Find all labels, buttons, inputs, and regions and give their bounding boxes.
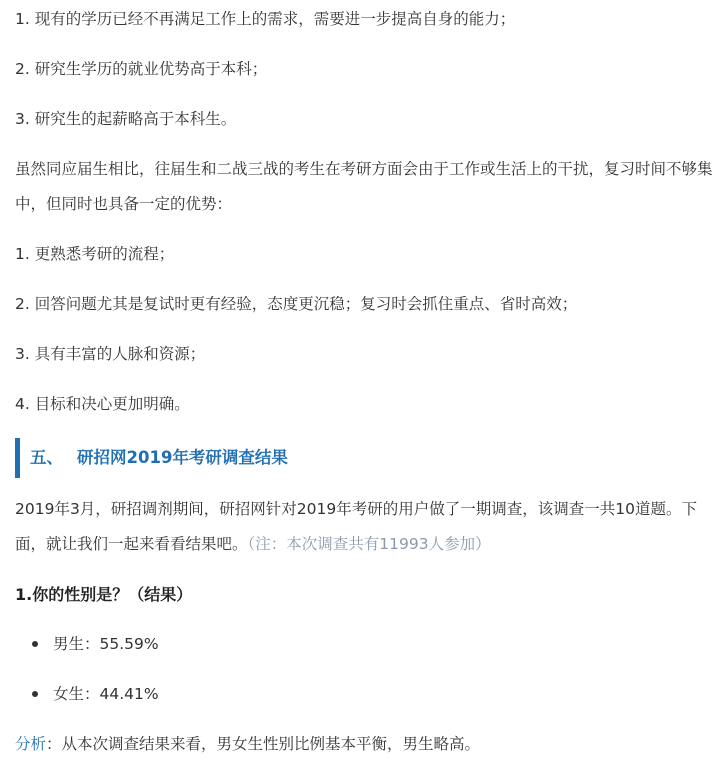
- answer-text: 男生：55.59%: [53, 635, 159, 653]
- analysis-label: 分析: [15, 735, 47, 753]
- advantage-item-2: 2. 回答问题尤其是复试时更有经验，态度更沉稳；复习时会抓住重点、省时高效；: [15, 295, 578, 313]
- answer-item-male: [15, 627, 715, 662]
- answer-text: 女生：44.41%: [53, 685, 159, 703]
- section-number: 五、: [30, 448, 63, 467]
- section-heading: [15, 438, 715, 478]
- advantage-item-1: 1. 更熟悉考研的流程；: [15, 245, 175, 263]
- advantage-item-3: 3. 具有丰富的人脉和资源；: [15, 345, 206, 363]
- survey-intro-text: 2019年3月，研招调剂期间，研招网针对2019年考研的用户做了一期调查，该调查一共10道题。下面，就让我们一起来看看结果吧。: [15, 500, 697, 553]
- intro-item-2: 2. 研究生学历的就业优势高于本科；: [15, 60, 268, 78]
- article-content: [15, 0, 715, 762]
- survey-note: （注：本次调查共有11993人参加）: [247, 535, 491, 553]
- question-title: 1.你的性别是？（结果）: [15, 585, 193, 604]
- analysis-text: ：从本次调查结果来看，男女生性别比例基本平衡，男生略高。: [46, 735, 481, 753]
- advantage-paragraph: 虽然同应届生相比，往届生和二战三战的考生在考研方面会由于工作或生活上的干扰，复习时间不够集中，但同时也具备一定的优势：: [15, 160, 713, 213]
- answer-item-female: [15, 677, 715, 712]
- intro-item-1: 1. 现有的学历已经不再满足工作上的需求，需要进一步提高自身的能力；: [15, 10, 516, 28]
- section-title: 研招网2019年考研调查结果: [77, 448, 288, 467]
- analysis: [15, 727, 715, 762]
- answer-list: [15, 627, 715, 712]
- bullet-dot-icon: [32, 691, 38, 697]
- intro-item-3: 3. 研究生的起薪略高于本科生。: [15, 110, 237, 128]
- survey-intro: [15, 492, 715, 562]
- bullet-dot-icon: [32, 641, 38, 647]
- advantage-item-4: 4. 目标和决心更加明确。: [15, 395, 190, 413]
